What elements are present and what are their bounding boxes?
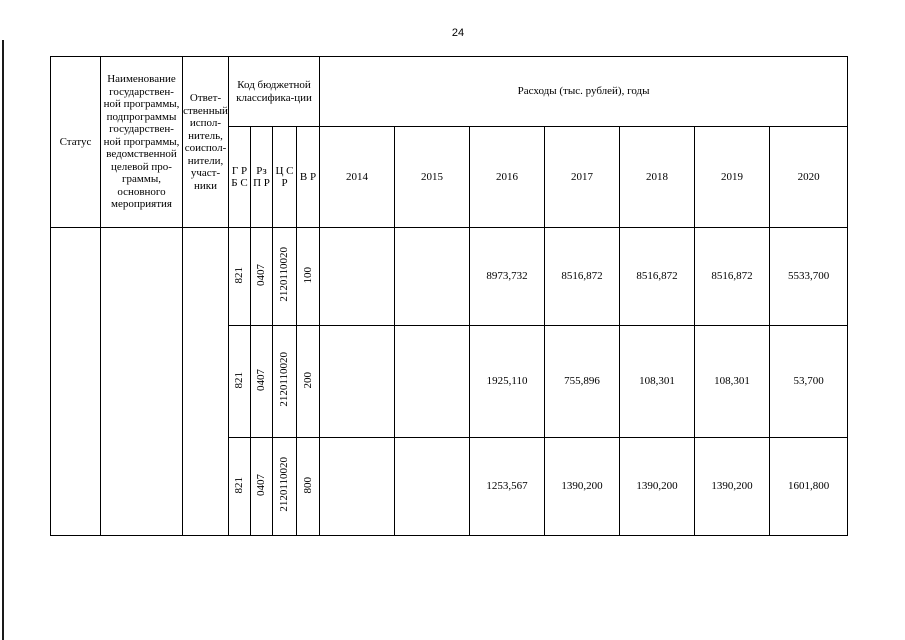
- value-cell: 1390,200: [695, 438, 770, 536]
- header-rzpr: Рз П Р: [251, 127, 273, 228]
- table-row: [51, 228, 848, 326]
- rzpr-value: 0407: [255, 473, 268, 496]
- grbs-value: 821: [233, 266, 246, 283]
- rzpr-value: 0407: [255, 368, 268, 391]
- header-grbs: Г Р Б С: [229, 127, 251, 228]
- header-year: 2018: [620, 127, 695, 228]
- grbs-cell: [229, 228, 251, 326]
- value-cell: 5533,700: [770, 228, 848, 326]
- name-cell: [101, 228, 183, 536]
- responsible-cell: [183, 228, 229, 536]
- header-year: 2019: [695, 127, 770, 228]
- status-cell: [51, 228, 101, 536]
- vr-value: 100: [301, 266, 314, 283]
- value-cell: [395, 228, 470, 326]
- vr-cell: [297, 228, 320, 326]
- value-cell: 8516,872: [545, 228, 620, 326]
- csr-value: 2120110020: [278, 247, 291, 303]
- header-year: 2016: [470, 127, 545, 228]
- header-status: Статус: [51, 57, 101, 228]
- grbs-cell: [229, 438, 251, 536]
- value-cell: [320, 228, 395, 326]
- rzpr-cell: [251, 438, 273, 536]
- page-number: 24: [451, 27, 465, 39]
- value-cell: 1601,800: [770, 438, 848, 536]
- csr-cell: [273, 326, 297, 438]
- header-csr: Ц С Р: [273, 127, 297, 228]
- value-cell: 8973,732: [470, 228, 545, 326]
- csr-cell: [273, 438, 297, 536]
- value-cell: 8516,872: [695, 228, 770, 326]
- value-cell: 108,301: [695, 326, 770, 438]
- rzpr-cell: [251, 326, 273, 438]
- value-cell: 1925,110: [470, 326, 545, 438]
- grbs-value: 821: [233, 476, 246, 493]
- grbs-value: 821: [233, 371, 246, 388]
- value-cell: 108,301: [620, 326, 695, 438]
- vr-value: 200: [301, 371, 314, 388]
- header-name: Наименование государствен-ной программы, подпрограммы государствен-ной программы, ведомственной целевой про-граммы, основного мероприятия: [101, 57, 183, 228]
- header-vr: В Р: [297, 127, 320, 228]
- value-cell: 1390,200: [620, 438, 695, 536]
- header-responsible: Ответ-ственный испол-нитель, соиспол-нители, участ-ники: [183, 57, 229, 228]
- header-year: 2015: [395, 127, 470, 228]
- header-year: 2014: [320, 127, 395, 228]
- header-year: 2020: [770, 127, 848, 228]
- value-cell: [395, 326, 470, 438]
- header-expenses: Расходы (тыс. рублей), годы: [320, 57, 848, 127]
- rzpr-cell: [251, 228, 273, 326]
- grbs-cell: [229, 326, 251, 438]
- budget-table: [50, 56, 848, 536]
- csr-cell: [273, 228, 297, 326]
- value-cell: 1390,200: [545, 438, 620, 536]
- header-year: 2017: [545, 127, 620, 228]
- vr-value: 800: [301, 476, 314, 493]
- header-budget-code: Код бюджетной классифика-ции: [229, 57, 320, 127]
- value-cell: 755,896: [545, 326, 620, 438]
- vr-cell: [297, 326, 320, 438]
- left-margin-rule: [2, 40, 4, 640]
- header-row-top: [51, 57, 848, 127]
- value-cell: 1253,567: [470, 438, 545, 536]
- rzpr-value: 0407: [255, 263, 268, 286]
- value-cell: [395, 438, 470, 536]
- vr-cell: [297, 438, 320, 536]
- csr-value: 2120110020: [278, 457, 291, 513]
- value-cell: [320, 326, 395, 438]
- value-cell: 53,700: [770, 326, 848, 438]
- csr-value: 2120110020: [278, 352, 291, 408]
- value-cell: [320, 438, 395, 536]
- value-cell: 8516,872: [620, 228, 695, 326]
